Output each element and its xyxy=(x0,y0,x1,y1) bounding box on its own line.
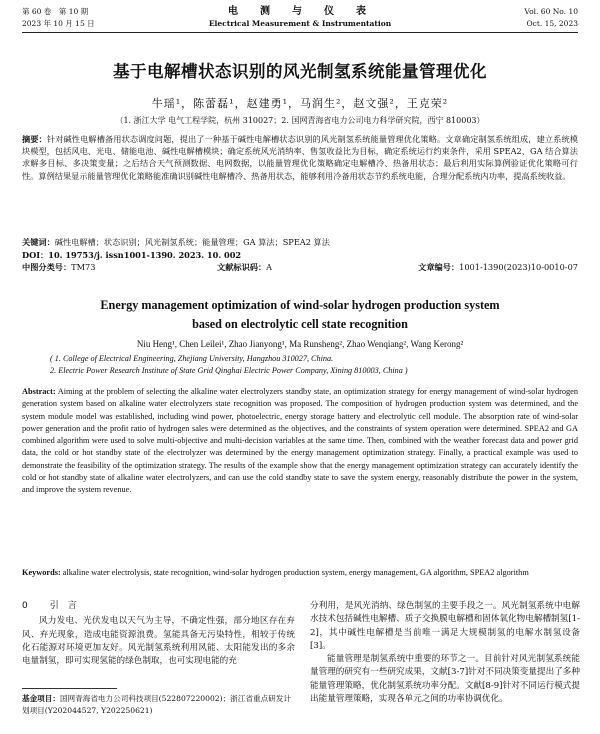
keywords-en xyxy=(22,567,578,579)
article-no-label: 文章编号： xyxy=(418,262,460,272)
section-title: 引 言 xyxy=(49,601,77,611)
abstract-cn-label: 摘要： xyxy=(22,134,47,144)
funding-label: 基金项目： xyxy=(22,694,60,703)
section-number: 0 xyxy=(22,601,28,611)
affiliation-cn: （1. 浙江大学 电气工程学院，杭州 310027；2. 国网青海省电力公司电力科学研究院，西宁 810003） xyxy=(115,116,485,125)
title-en-line-2: based on electrolytic cell state recognition xyxy=(192,317,408,331)
journal-name-en: Electrical Measurement & Instrumentation xyxy=(208,19,392,28)
authors-cn: 牛瑶¹，陈蕾磊¹，赵建勇¹，马润生²，赵文强²，王克荣² xyxy=(151,97,449,110)
intro-paragraph-2: 能量管理是制氢系统中重要的环节之一。目前针对风光制氢系统能量管理的研究有一些研究成果，文献[3-7]针对不同决策变量提出了多种能量管理策略，优化制氢系统功率分配。文献[8-9]针对不同运行模式提出能量管理策略，实现各单元之间的功率协调优化。 xyxy=(310,654,580,705)
body-column-left xyxy=(22,600,295,668)
journal-name-cn: 电 测 与 仪 表 xyxy=(228,6,372,17)
footnote-rule xyxy=(22,688,117,689)
keywords-cn xyxy=(22,236,578,248)
doc-code: A xyxy=(266,262,273,272)
keywords-en-text: alkaline water electrolysis, state recognition, wind-solar hydrogen production system, energy management, GA algorithm, SPEA2 algorithm xyxy=(62,568,529,577)
clc-label: 中图分类号： xyxy=(22,262,72,272)
funding-note xyxy=(22,693,295,716)
abstract-cn-text: 针对碱性电解槽备用状态调度问题，提出了一种基于碱性电解槽状态识别的风光制氢系统能量管理优化策略。文章确定制氢系统组成，建立系统模块模型，包括风电、光电、储能电池、碱性电解槽模块；确定系统风光消纳率、售氢收益比为目标，确定系统运行约束条件，采用 SPEA2、GA 结合算法求解多目标、多决策变量；之后结合天气预测数据、电网数据，以能量管理优化策略确定电解槽冷、热备用状态；最后利用实际算例验证优化策略可行性。算例结果显示能量管理优化策略能准确识别碱性电解槽冷、热备用状态，能够利用冷备用状态节约系统电能，合理分配系统内功率，提高系统收益。 xyxy=(22,134,578,181)
volume-cn: 第 60 卷 第 10 期 xyxy=(22,7,89,16)
keywords-en-label: Keywords: xyxy=(22,568,61,577)
affiliation-en-line-2: 2. Electric Power Research Institute of State Grid Qinghai Electric Power Company, Xining 810003, China ) xyxy=(50,366,408,376)
affiliation-en xyxy=(50,353,570,377)
abstract-en-label: Abstract: xyxy=(22,387,56,396)
keywords-cn-text: 碱性电解槽；状态识别；风光制氢系统；能量管理；GA 算法；SPEA2 算法 xyxy=(54,237,330,247)
title-en xyxy=(0,296,600,334)
section-heading-intro xyxy=(22,600,295,613)
abstract-cn xyxy=(22,133,578,182)
affiliation-en-line-1: ( 1. College of Electrical Engineering, Zhejiang University, Hangzhou 310027, China. xyxy=(50,354,334,363)
page-header xyxy=(22,6,578,32)
abstract-en-text: Aiming at the problem of selecting the alkaline water electrolyzers standby state, an optimization strategy for energy management of wind-solar hydrogen generation system based on alkaline water electrolyzers state recognition was proposed. The composition of hydrogen production system was determined, and the system module model was established, including wind power, photoelectric, energy storage battery and electrolytic cell module. The absorption rate of wind-solar power generation and the profit ratio of hydrogen sales were determined as the objectives, and the constraints of system operation were determined. SPEA2 and GA combined algorithm were used to solve multi-objective and multi-decision variables at the same time. Then, combined with the weather forecast data and power grid data, the cold or hot standby state of the electrolyzer was determined by the energy management optimization strategy. Finally, a practical example was used to demonstrate the feasibility of the optimization strategy. The results of the example show that the energy management optimization strategy can accurately identify the cold or hot standby state of alkaline water electrolyzers, and can use the cold standby state to save the system energy, reasonably distribute the power in the system, and improve the system revenue. xyxy=(22,387,578,495)
clc-code: TM73 xyxy=(71,262,96,272)
title-en-line-1: Energy management optimization of wind-solar hydrogen production system xyxy=(100,298,500,312)
doc-code-group xyxy=(217,262,272,273)
title-cn: 基于电解槽状态识别的风光制氢系统能量管理优化 xyxy=(113,62,487,81)
volume-en: Vol. 60 No. 10 xyxy=(524,7,578,16)
clc-group xyxy=(22,262,95,273)
classification-line xyxy=(22,262,578,276)
intro-paragraph-1: 风力发电、光伏发电以天气为主导，不确定性强，部分地区存在弃风、弃光现象，造成电能资源浪费。氢能具备无污染特性，相较于传统化石能源对环境更加友好。风光制氢系统利用风能、太阳能发出的多余电量制氢，即可实现氢能的绿色制取，也可实现电能的充 xyxy=(22,616,295,667)
intro-paragraph-1-cont: 分利用，是风光消纳、绿色制氢的主要手段之一。风光制氢系统中电解水技术包括碱性电解槽、质子交换膜电解槽和固体氧化物电解槽制氢[1-2]，其中碱性电解槽是当前唯一满足大规模制氢的电解水制氢设备[3]。 xyxy=(310,601,580,651)
article-no: 1001-1390(2023)10-0010-07 xyxy=(459,262,578,272)
abstract-en xyxy=(22,386,578,497)
date-en: Oct. 15, 2023 xyxy=(526,19,578,28)
header-center xyxy=(22,6,578,30)
funding-text: 国网青海省电力公司科技项目(522807220002)；浙江省重点研发计划项目(Y202044527, Y202250621) xyxy=(22,694,291,715)
header-rule xyxy=(22,32,578,33)
body-column-right xyxy=(310,600,580,706)
header-right xyxy=(524,6,578,30)
keywords-cn-label: 关键词： xyxy=(22,237,55,247)
doi: DOI：10. 19753/j. issn1001-1390. 2023. 10. 002 xyxy=(22,250,242,260)
article-no-group xyxy=(418,262,578,273)
date-cn: 2023 年 10 月 15 日 xyxy=(22,19,95,28)
doc-code-label: 文献标识码： xyxy=(217,262,267,272)
authors-en: Niu Heng¹, Chen Leilei¹, Zhao Jianyong¹, Ma Runsheng², Zhao Wenqiang², Wang Kerong² xyxy=(136,339,464,349)
